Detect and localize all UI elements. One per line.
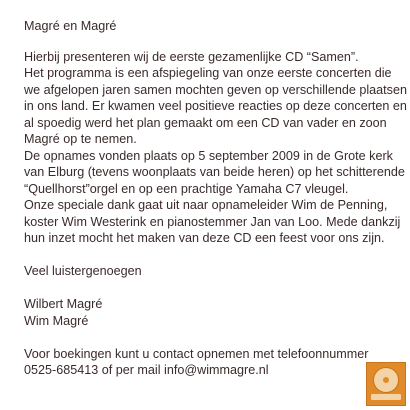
signatures — [24, 296, 394, 329]
main-paragraph — [24, 49, 407, 247]
body-line: Het programma is een afspiegeling van onze eerste concerten die — [24, 66, 392, 80]
contact-line: 0525-685413 of per mail info@wimmagre.nl — [24, 363, 269, 377]
watermark-bar — [371, 394, 401, 400]
body-line: Magré op te nemen. — [24, 132, 137, 146]
document-title: Magré en Magré — [24, 19, 117, 33]
body-line: “Quellhorst”orgel en op een prachtige Yamaha C7 vleugel. — [24, 181, 349, 196]
watermark-badge — [366, 362, 406, 406]
body-line: hun inzet mocht het maken van deze CD een feest voor ons zijn. — [24, 231, 385, 245]
body-line: Onze speciale dank gaat uit naar opnameleider Wim de Penning, — [24, 198, 388, 212]
disc-icon — [373, 367, 399, 393]
spacer — [24, 280, 394, 297]
body-line: al spoedig werd het plan gemaakt om een CD van vader en zoon — [24, 115, 387, 130]
body-line: we afgelopen jaren samen mochten geven op verschillende plaatsen — [24, 82, 407, 97]
signature-name: Wilbert Magré — [24, 297, 103, 311]
spacer — [24, 247, 394, 264]
body-line: koster Wim Westerink en pianostemmer Jan van Loo. Mede dankzij — [24, 214, 401, 229]
liner-notes — [24, 18, 407, 379]
signature-name: Wim Magré — [24, 313, 89, 328]
contact-info — [24, 346, 394, 379]
closing-line: Veel luistergenoegen — [24, 264, 142, 278]
body-line: De opnames vonden plaats op 5 september 2009 in de Grote kerk — [24, 148, 393, 163]
body-line: in ons land. Er kwamen veel positieve reacties op deze concerten en — [24, 99, 407, 113]
spacer — [24, 329, 394, 346]
contact-line: Voor boekingen kunt u contact opnemen met telefoonnummer — [24, 346, 369, 361]
body-line: Hierbij presenteren wij de eerste gezamenlijke CD “Samen”. — [24, 49, 359, 64]
body-line: van Elburg (tevens woonplaats van beide heren) op het schitterende — [24, 165, 405, 179]
catalog-watermark-icon — [364, 360, 406, 406]
